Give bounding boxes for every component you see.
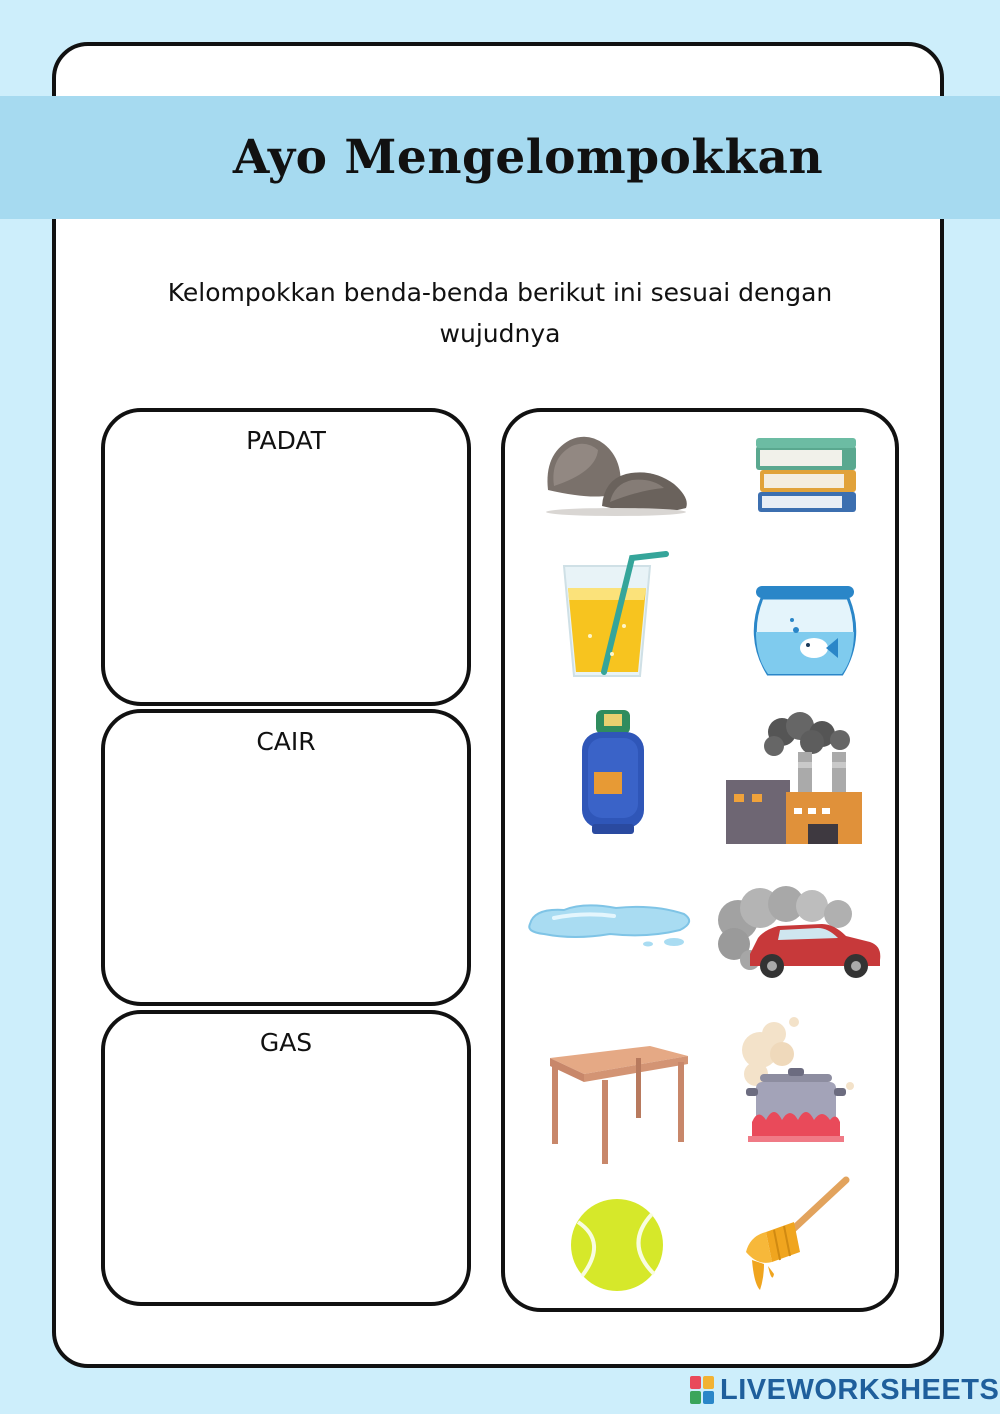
steaming-pot-icon[interactable] <box>732 1016 858 1146</box>
dropzone-cair[interactable] <box>101 709 471 1006</box>
liveworksheets-logo[interactable] <box>690 1372 999 1408</box>
orange-juice-icon[interactable] <box>556 546 676 680</box>
liveworksheets-mark-icon <box>690 1376 714 1404</box>
books-icon[interactable] <box>754 432 860 516</box>
factory-smoke-icon[interactable] <box>724 712 864 846</box>
tennis-ball-icon[interactable] <box>568 1196 666 1294</box>
dropzone-padat[interactable] <box>101 408 471 706</box>
car-exhaust-icon[interactable] <box>714 880 884 980</box>
rocks-icon[interactable] <box>540 432 690 518</box>
gas-cylinder-icon[interactable] <box>578 708 648 836</box>
instruction-text: Kelompokkan benda-benda berikut ini sesuai dengan wujudnya <box>167 278 833 348</box>
fishbowl-icon[interactable] <box>750 584 860 680</box>
wooden-table-icon[interactable] <box>546 1044 690 1166</box>
group-label-cair: CAIR <box>256 727 316 756</box>
group-label-gas: GAS <box>259 1028 313 1057</box>
water-puddle-icon[interactable] <box>524 898 696 950</box>
liveworksheets-brand-text: LIVEWORKSHEETS <box>720 1373 1000 1406</box>
honey-dipper-icon[interactable] <box>738 1174 852 1296</box>
page-title: Ayo Mengelompokkan <box>232 130 824 185</box>
dropzone-gas[interactable] <box>101 1010 471 1306</box>
group-label-padat: PADAT <box>246 426 326 455</box>
